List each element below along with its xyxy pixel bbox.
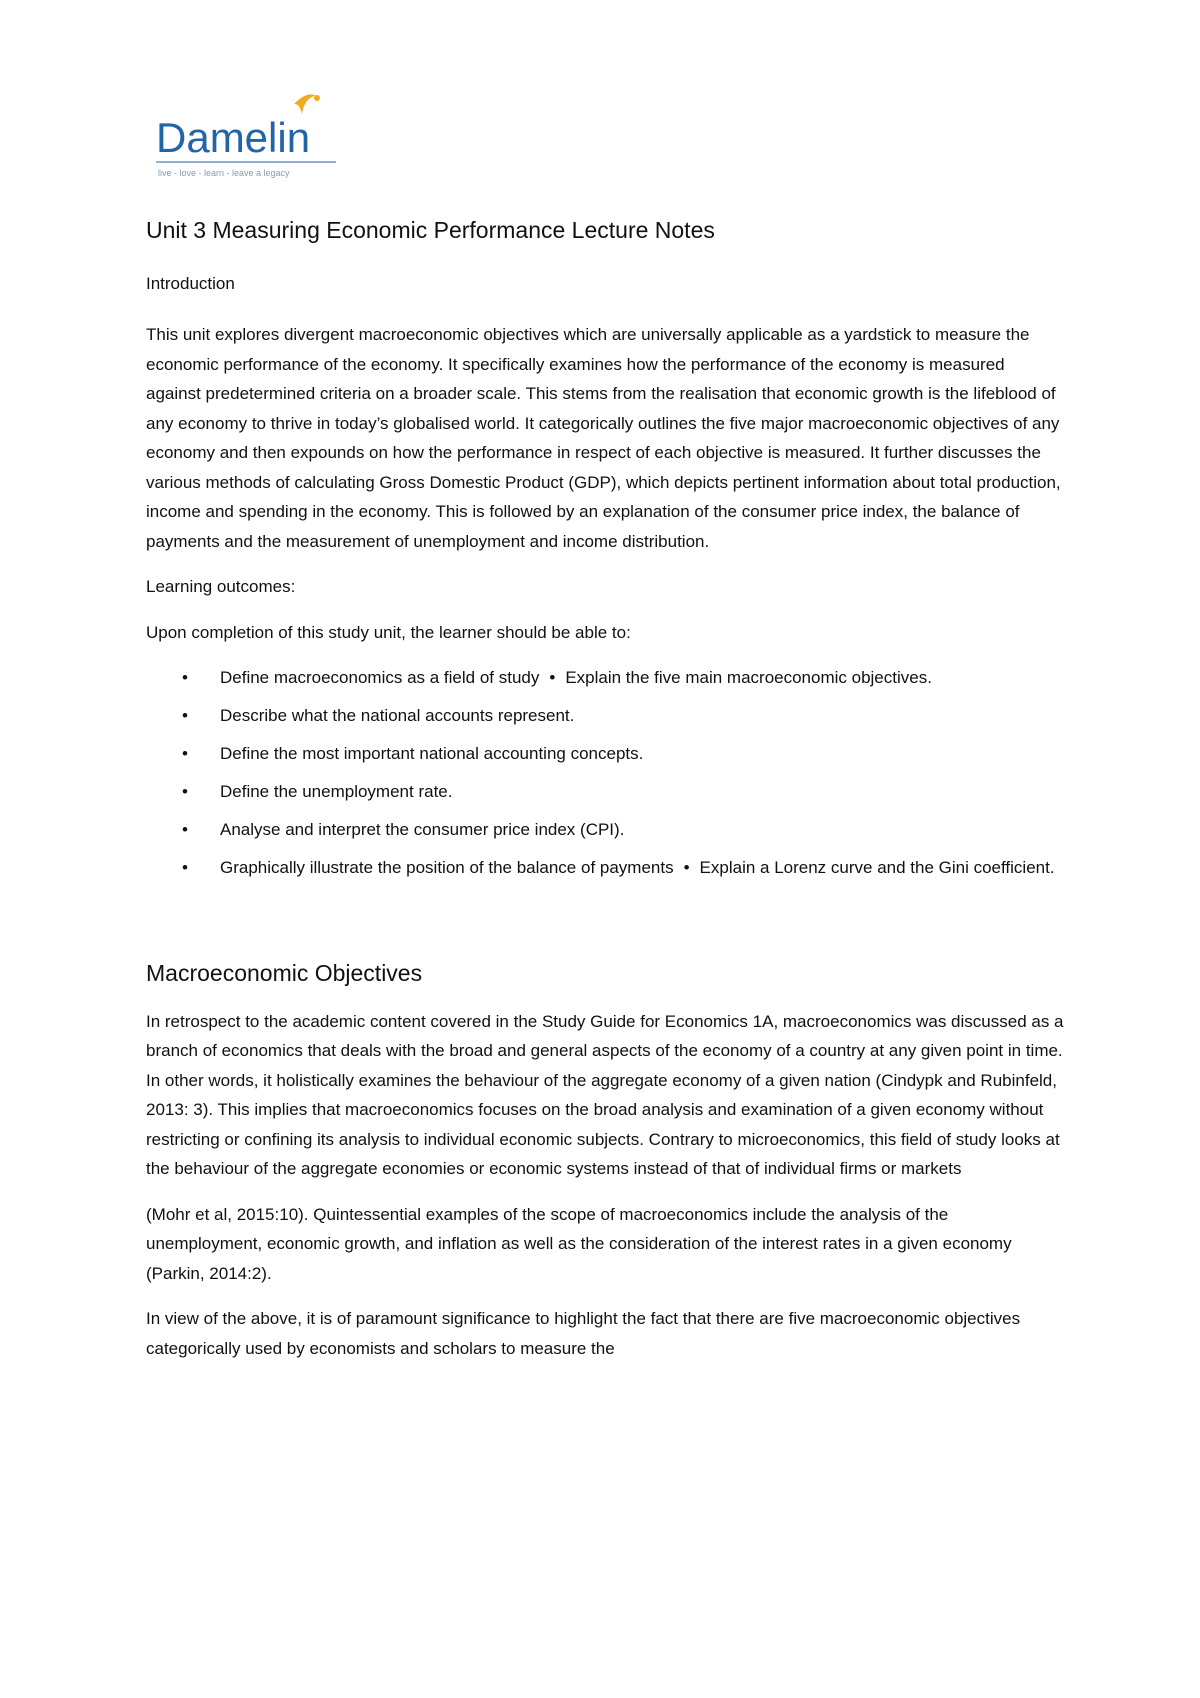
- list-item: [220, 739, 1064, 769]
- outcome-text: Define the most important national accounting concepts.: [220, 744, 644, 763]
- inline-bullet: •: [549, 668, 556, 687]
- section-heading-macroeconomic-objectives: Macroeconomic Objectives: [146, 959, 423, 986]
- outcome-text: Explain the five main macroeconomic objectives.: [565, 668, 932, 687]
- list-item: [220, 853, 1064, 883]
- inline-bullet: •: [683, 858, 690, 877]
- logo-graphic: [152, 92, 352, 192]
- document-title: Unit 3 Measuring Economic Performance Lecture Notes: [146, 217, 715, 243]
- list-item: [220, 701, 1064, 731]
- learning-outcomes-intro: Upon completion of this study unit, the learner should be able to:: [146, 622, 631, 642]
- section-paragraph: In retrospect to the academic content covered in the Study Guide for Economics 1A, macroeconomics was discussed as a branch of economics that deals with the broad and general aspects of the economy of a country at any given point in time. In other words, it holistically examines the behaviour of the aggregate economy of a given nation (Cindypk and Rubinfeld, 2013: 3). This implies that macroeconomics focuses on the broad analysis and examination of a given economy without restricting or confining its analysis to individual economic subjects. Contrary to microeconomics, this field of study looks at the behaviour of the aggregate economies or economic systems instead of that of individual firms or markets: [146, 1011, 1064, 1178]
- logo-dot-icon: [314, 95, 320, 101]
- outcome-text: Graphically illustrate the position of the balance of payments: [220, 858, 674, 877]
- logo-swoosh-icon: [294, 94, 316, 114]
- document-body: [146, 214, 1064, 1379]
- list-item: [220, 815, 1064, 845]
- learning-outcomes-list: [146, 663, 1064, 883]
- logo-tagline: live - love - learn - leave a legacy: [158, 168, 290, 178]
- introduction-heading: Introduction: [146, 274, 235, 293]
- section-paragraph: (Mohr et al, 2015:10). Quintessential examples of the scope of macroeconomics include the analysis of the unemployment, economic growth, and inflation as well as the consideration of the interest rates in a given economy (Parkin, 2014:2).: [146, 1204, 1012, 1283]
- introduction-paragraph: This unit explores divergent macroeconomic objectives which are universally applicable as a yardstick to measure the economic performance of the economy. It specifically examines how the performance of the economy is measured against predetermined criteria on a broader scale. This stems from the realisation that economic growth is the lifeblood of any economy to thrive in today’s globalised world. It categorically outlines the five major macroeconomic objectives of any economy and then expounds on how the performance in respect of each objective is measured. It further discusses the various methods of calculating Gross Domestic Product (GDP), which depicts pertinent information about total production, income and spending in the economy. This is followed by an explanation of the consumer price index, the balance of payments and the measurement of unemployment and income distribution.: [146, 325, 1061, 551]
- list-item: [220, 777, 1064, 807]
- outcome-text: Describe what the national accounts represent.: [220, 706, 575, 725]
- outcome-text: Define the unemployment rate.: [220, 782, 453, 801]
- learning-outcomes-heading: Learning outcomes:: [146, 577, 296, 596]
- logo-wordmark: Damelin: [156, 114, 311, 161]
- list-item: [220, 663, 1064, 693]
- damelin-logo: [152, 92, 352, 192]
- section-paragraph: In view of the above, it is of paramount significance to highlight the fact that there are five macroeconomic objectives categorically used by economists and scholars to measure the: [146, 1309, 1021, 1358]
- outcome-text: Analyse and interpret the consumer price index (CPI).: [220, 820, 625, 839]
- outcome-text: Define macroeconomics as a field of study: [220, 668, 540, 687]
- outcome-text: Explain a Lorenz curve and the Gini coefficient.: [699, 858, 1055, 877]
